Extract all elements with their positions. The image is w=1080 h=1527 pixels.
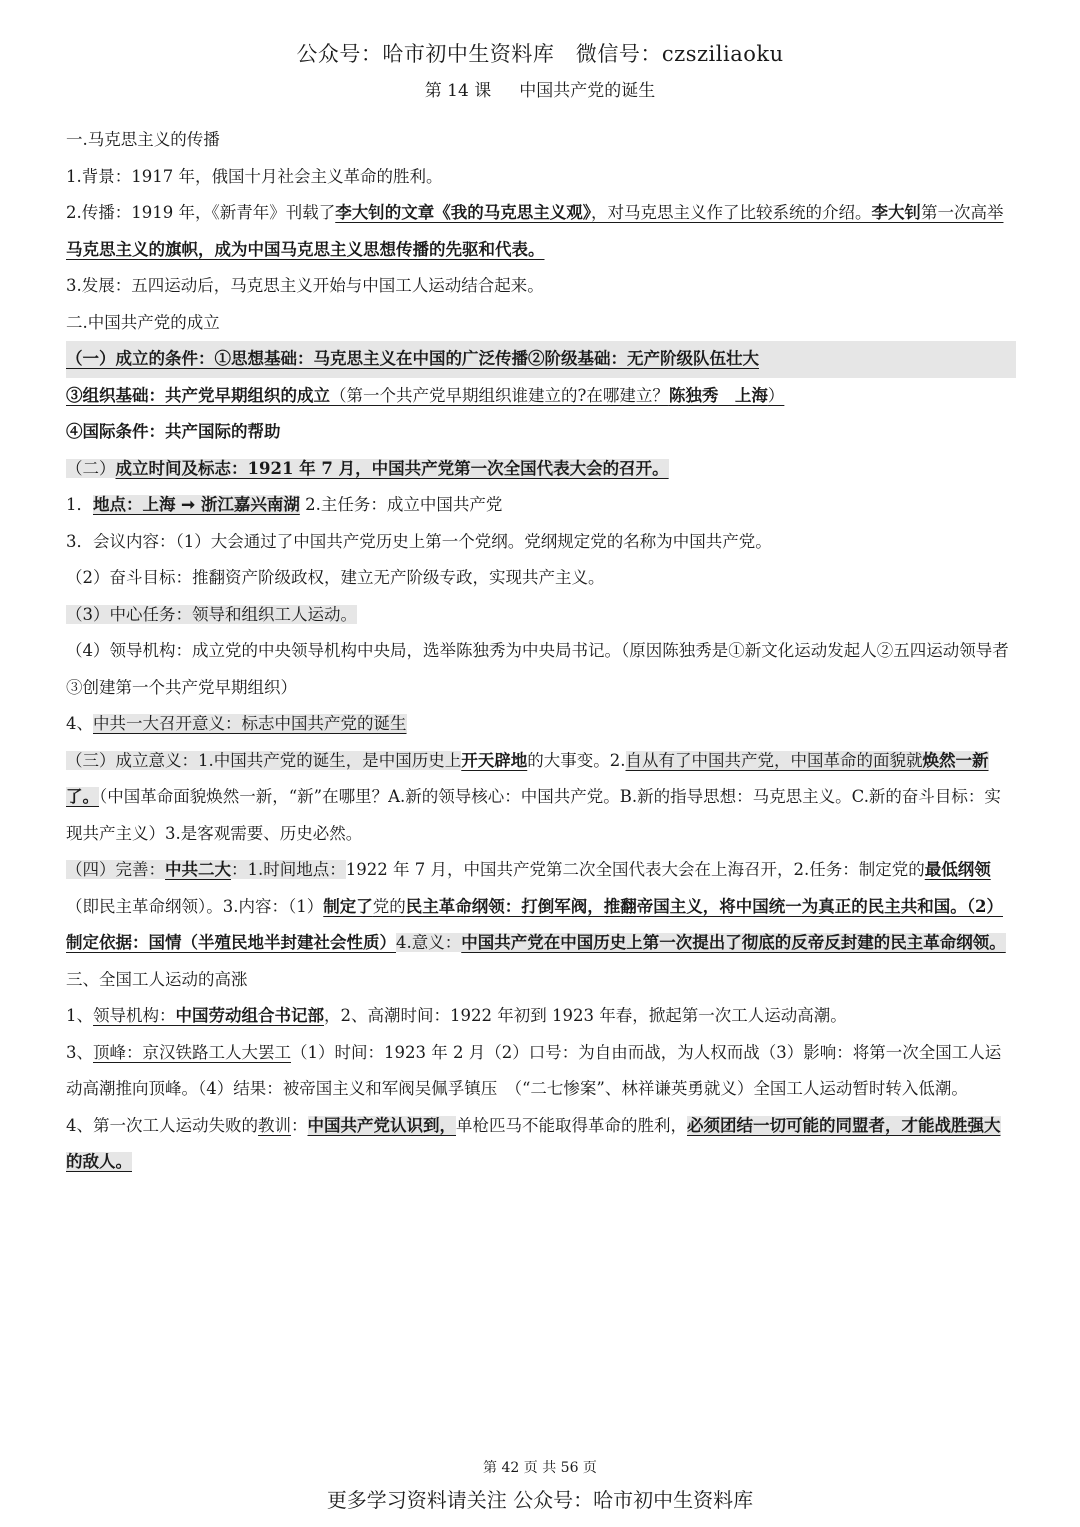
key-phrase: 必须团结一切可能的同盟者，才能战胜强大的敌人。: [66, 1115, 1001, 1171]
lesson-number: 第 14 课: [424, 81, 492, 101]
text-run: （3）中心任务：领导和组织工人运动。: [66, 604, 357, 624]
text-run: 党的: [372, 896, 406, 916]
header-account-line: 公众号：哈市初中生资料库 微信号：czsziliaoku: [296, 42, 784, 66]
founding-time: [66, 451, 1016, 488]
key-phrase: 教训: [258, 1115, 291, 1135]
key-phrase: 中共一大召开意义：标志中国共产党的诞生: [93, 714, 407, 733]
text-run: ：: [291, 1115, 308, 1135]
key-phrase: 地点：上海 ➞ 浙江嘉兴南湖: [93, 495, 300, 514]
meeting-content-1: 3．会议内容：（1）大会通过了中国共产党历史上第一个党纲。党纲规定党的名称为中国共产党。: [66, 531, 772, 551]
text-run: （中国革命面貌焕然一新，“新”在哪里？A.新的领导核心：中国共产党。B.新的指导思想：马克思主义。C.新的奋斗目标：实现共产主义）3.是客观需要、历史必然。: [66, 787, 1001, 843]
text-run: ，2、高潮时间：1922 年初到 1923 年春，掀起第一次工人运动高潮。: [324, 1006, 847, 1025]
text-run: （二）: [66, 458, 116, 478]
text-run: 4、第一次工人运动失败的: [66, 1115, 258, 1135]
paragraph-spread: [66, 195, 1016, 268]
key-phrase: ③组织基础：共产党早期组织的成立: [66, 385, 330, 405]
lesson-title: [0, 76, 1080, 101]
key-phrase: 民主革命纲领：打倒军阀，推翻帝国主义，将中国统一为真正的民主共和国。（2）制定依据：国情（半殖民地半封建社会性质）: [66, 896, 1003, 952]
text-run: 1、: [66, 1006, 93, 1025]
founding-place: [66, 487, 1016, 524]
text-run: ，对马克思主义作了比较系统的介绍。: [590, 203, 872, 222]
footer-promo: 更多学习资料请关注 公众号：哈市初中生资料库: [326, 1488, 754, 1512]
second-congress: [66, 852, 1016, 962]
conditions-line-1: （一）成立的条件：①思想基础：马克思主义在中国的广泛传播②阶级基础：无产阶级队伍壮大: [66, 341, 1016, 378]
text-run: 4.意义：: [396, 933, 462, 952]
labor-peak: [66, 1035, 1016, 1108]
section-heading-3: 三、全国工人运动的高涨: [66, 969, 248, 989]
key-phrase: 中共二大: [165, 860, 231, 879]
text-run: 领导机构：: [93, 1006, 176, 1025]
paragraph-background: 1.背景：1917 年，俄国十月社会主义革命的胜利。: [66, 166, 443, 186]
key-phrase: 中国共产党在中国历史上第一次提出了彻底的反帝反封建的民主革命纲领。: [461, 933, 1006, 952]
first-congress-significance: [66, 706, 1016, 743]
text-run: 单枪匹马不能取得革命的胜利，: [456, 1115, 687, 1135]
text-run: 2.传播：1919 年，《新青年》刊载了: [66, 203, 336, 222]
text-run: （即民主革命纲领）。3.内容：（1）: [66, 896, 324, 916]
text-run: 4、: [66, 714, 93, 733]
lesson-name: 中国共产党的诞生: [519, 81, 656, 101]
text-run: 第一次高举: [920, 203, 1004, 222]
text-run: ）: [767, 385, 785, 405]
conditions-line-3: ④国际条件：共产国际的帮助: [66, 422, 281, 441]
text-run: 1922 年 7 月，中国共产党第二次全国代表大会在上海召开，2.任务：制定党的: [345, 860, 925, 879]
paragraph-development: 3.发展：五四运动后，马克思主义开始与中国工人运动结合起来。: [66, 276, 544, 295]
text-run: ：1.时间地点：: [231, 860, 346, 879]
key-phrase: 制定了: [323, 896, 373, 916]
meeting-content-3: [66, 597, 1016, 634]
key-phrase: 李大钊: [871, 203, 921, 222]
conditions-line-2: [66, 378, 1016, 415]
text-run: （四）完善：: [66, 860, 165, 879]
text-run: （三）成立意义：1.中国共产党的诞生，是中国历史上: [66, 750, 462, 770]
section-heading-2: 二.中国共产党的成立: [66, 312, 220, 332]
document-body: [66, 122, 1016, 1181]
text-run: 的大事变。2.: [527, 750, 626, 770]
labor-lesson: [66, 1108, 1016, 1181]
key-phrase: 中国劳动组合书记部: [175, 1006, 324, 1025]
labor-leadership: [66, 998, 1016, 1035]
meeting-content-4: （4）领导机构：成立党的中央领导机构中央局，选举陈独秀为中央局书记。（原因陈独秀是①新文化运动发起人②五四运动领导者③创建第一个共产党早期组织）: [66, 641, 1009, 697]
key-phrase: 顶峰：京汉铁路工人大罢工: [93, 1042, 291, 1062]
text-run: （第一个共产党早期组织谁建立的?在哪建立？: [330, 385, 669, 405]
key-phrase: 焕然一新了。: [66, 750, 989, 806]
key-phrase: 自从有了中国共产党，中国革命的面貌就: [625, 750, 923, 770]
meeting-content-2: （2）奋斗目标：推翻资产阶级政权，建立无产阶级专政，实现共产主义。: [66, 568, 605, 587]
section-heading-1: 一.马克思主义的传播: [66, 130, 220, 149]
page-number: 第 42 页 共 56 页: [483, 1460, 597, 1476]
key-phrase: 中国共产党认识到，: [307, 1115, 456, 1135]
key-phrase: 李大钊的文章《我的马克思主义观》: [335, 203, 591, 222]
text-run: 3、: [66, 1042, 93, 1062]
key-phrase: 开天辟地: [461, 750, 528, 770]
text-run: （1）时间：1923 年 2 月（2）口号：为自由而战，为人权而战（3）影响：将第一次全国工人运动高潮推向顶峰。（4）结果：被帝国主义和军阀吴佩孚镇压 （“二七惨案”、林祥谦英勇就义）全国工人运动暂时转入低潮。: [66, 1042, 1002, 1098]
key-phrase: 成立时间及标志：1921 年 7 月，中国共产党第一次全国代表大会的召开。: [115, 458, 669, 478]
text-run: 1．: [66, 495, 93, 514]
text-run: 2.主任务：成立中国共产党: [299, 495, 503, 514]
key-phrase: 马克思主义的旗帜，成为中国马克思主义思想传播的先驱和代表。: [66, 239, 545, 259]
key-phrase: 最低纲领: [924, 860, 991, 879]
key-phrase: 陈独秀 上海: [668, 385, 768, 405]
founding-significance: [66, 743, 1016, 853]
